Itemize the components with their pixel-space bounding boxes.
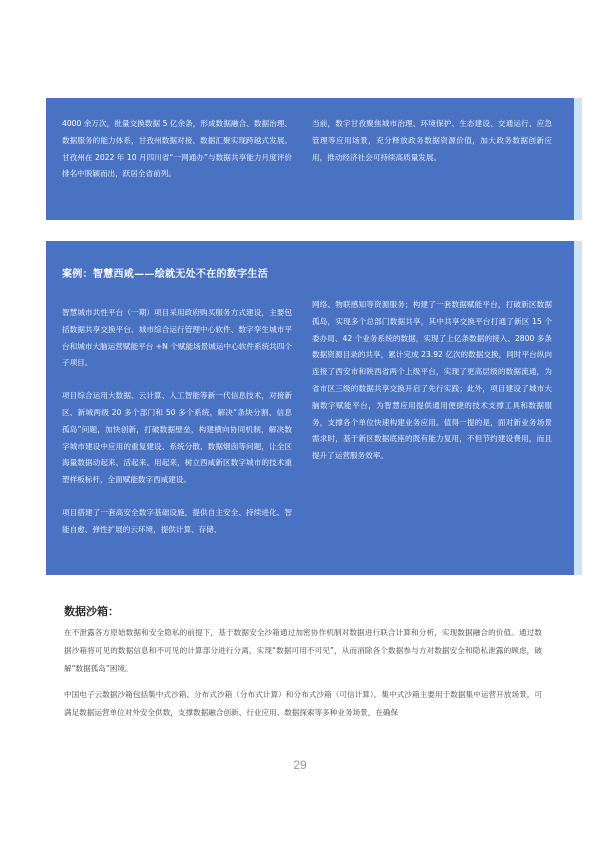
case-right-paragraph: 网络、物联感知等资源服务；构建了一套数据赋能平台，打破新区数据孤岛，实现多个总部门数据共享，其中共享交换平台打通了新区 15 个委办局、42 个业务系统的数据，实现了上亿条数据的接入、2800 多条数据资源目录的共享，累计完成 23.92 亿次的数据交换，同时平台纵向连接了西安市和陕西省两个上级平台，实现了更高层级的数据流通，为省市区三级的数据共享交换开启了先行实践；此外，项目建设了城市大脑数字赋能平台，为智慧应用提供通用便捷的技术支撑工具和数据服务，支撑各个单位快速构建业务应用。值得一提的是，面对新业务场景需求时，基于新区数据底座的既有能力复用，不但节约建设费用，而且提升了运营服务效率。 [312, 300, 552, 461]
sandbox-heading: 数据沙箱： [64, 605, 119, 618]
case-left-paragraph: 项目综合运用大数据、云计算、人工智能等新一代信息技术，对接新区、新城两级 20 多个部门和 50 多个系统，解决“条块分割、信息孤岛”问题，加快创新，打破数据壁垒，构建横向协同机制，解决数字城市建设中应用的重复建设、系统分散、数据烟囱等问题，让全区海量数据动起来、活起来、用起来，树立西咸新区数字城市的技术重塑样板标杆，全面赋能数字西咸建设。 [62, 391, 292, 485]
top-info-panel [46, 98, 574, 220]
top-panel-accent-bar [574, 98, 582, 220]
top-panel-right-text: 当前，数字甘孜聚焦城市治理、环境保护、生态建设、交通运行、应急管理等应用场景，充分释放政务数据资源价值，加大政务数据创新应用，推动经济社会可持续高质量发展。 [312, 119, 552, 162]
case-panel-accent-bar [574, 241, 582, 575]
sandbox-paragraph-2: 中国电子云数据沙箱包括集中式沙箱、分布式沙箱（分布式计算）和分布式沙箱（可信计算）。集中式沙箱主要用于数据集中运营开放场景，可满足数据运营单位对外安全供数，支撑数据融合创新、行业应用、数据探索等多种业务场景，在确保 [64, 690, 542, 717]
page-number: 29 [293, 758, 307, 772]
top-panel-left-text: 4000 余万次，批量交换数据 5 亿余条，形成数据融合、数据治理、数据服务的能力体系，甘孜州数据对接、数据汇聚实现跨越式发展。甘孜州在 2022 年 10 月四川省“一网通办”与数据共享能力月度评价排名中脱颖而出，跃居全省前列。 [62, 119, 292, 179]
case-study-left-column [62, 305, 292, 539]
case-left-paragraph: 智慧城市共性平台（一期）项目采用政府购买服务方式建设，主要包括数据共享交换平台、城市综合运行管理中心软件、数字孪生城市平台和城市大脑运营赋能平台 +N 个赋能场景城运中心软件系统共四个子项目。 [62, 308, 292, 368]
case-study-right-column [312, 297, 552, 465]
case-left-paragraph: 项目搭建了一套高安全数字基础设施，提供自主安全、持续进化、智能自愈、弹性扩展的云环境，提供计算、存储、 [62, 507, 292, 534]
case-study-title: 案例：智慧西咸——绘就无处不在的数字生活 [62, 269, 268, 280]
case-study-panel [46, 241, 574, 575]
sandbox-paragraph-1: 在不泄露各方原始数据和安全隐私的前提下，基于数据安全沙箱通过加密协作机制对数据进行联合计算和分析，实现数据融合的价值。通过数据沙箱将可见的数据信息和不可见的计算部分进行分离，实现“数据可用不可见”，从而消除各个数据参与方对数据安全和隐私泄露的顾虑，破解“数据孤岛”困境。 [64, 628, 542, 673]
